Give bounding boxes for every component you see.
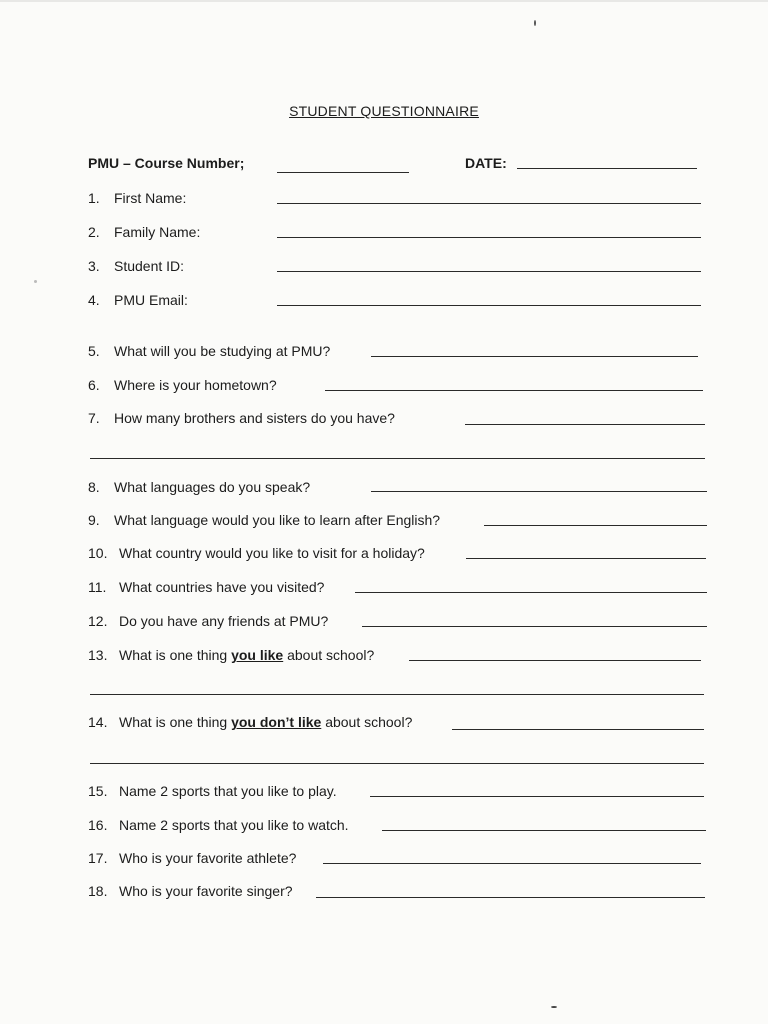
question-5 bbox=[88, 343, 330, 359]
answer-line-10[interactable] bbox=[466, 558, 706, 559]
emphasis-text: you don’t like bbox=[231, 714, 322, 730]
question-16 bbox=[88, 817, 349, 833]
question-10 bbox=[88, 545, 425, 561]
question-number: 17. bbox=[88, 850, 108, 866]
question-3 bbox=[88, 258, 184, 274]
answer-line-4[interactable] bbox=[277, 305, 701, 306]
question-text: What languages do you speak? bbox=[114, 479, 311, 495]
question-text: What is one thing bbox=[119, 714, 228, 730]
answer-line-11[interactable] bbox=[355, 592, 707, 593]
date-field[interactable] bbox=[517, 168, 697, 169]
page-title: STUDENT QUESTIONNAIRE bbox=[289, 103, 479, 119]
question-text: Name 2 sports that you like to watch. bbox=[119, 817, 349, 833]
question-text: How many brothers and sisters do you have? bbox=[114, 410, 395, 426]
answer-line-3[interactable] bbox=[277, 271, 701, 272]
question-number: 8. bbox=[88, 479, 100, 495]
question-number: 1. bbox=[88, 190, 100, 206]
course-number-label: PMU – Course Number; bbox=[88, 155, 245, 171]
question-text: Where is your hometown? bbox=[114, 377, 277, 393]
course-number-field[interactable] bbox=[277, 172, 409, 173]
question-number: 4. bbox=[88, 292, 100, 308]
question-6 bbox=[88, 377, 277, 393]
question-18 bbox=[88, 883, 293, 899]
question-text: What is one thing bbox=[119, 647, 228, 663]
answer-line-14[interactable] bbox=[452, 729, 704, 730]
answer-line-12[interactable] bbox=[362, 626, 707, 627]
date-label: DATE: bbox=[465, 155, 507, 171]
answer-line-5[interactable] bbox=[371, 356, 698, 357]
question-7 bbox=[88, 410, 395, 426]
question-text: First Name: bbox=[114, 190, 187, 206]
question-12 bbox=[88, 613, 328, 629]
question-2 bbox=[88, 224, 200, 240]
answer-line-13b[interactable] bbox=[90, 694, 704, 695]
answer-line-16[interactable] bbox=[382, 830, 706, 831]
question-number: 9. bbox=[88, 512, 100, 528]
answer-line-17[interactable] bbox=[323, 863, 701, 864]
answer-line-6[interactable] bbox=[325, 390, 703, 391]
question-number: 3. bbox=[88, 258, 100, 274]
question-text: about school? bbox=[287, 647, 375, 663]
scan-mark bbox=[551, 1006, 557, 1008]
question-text: Who is your favorite singer? bbox=[119, 883, 293, 899]
question-number: 18. bbox=[88, 883, 108, 899]
question-11 bbox=[88, 579, 324, 595]
question-number: 12. bbox=[88, 613, 108, 629]
question-text: Who is your favorite athlete? bbox=[119, 850, 297, 866]
answer-line-18[interactable] bbox=[316, 897, 705, 898]
question-text: about school? bbox=[325, 714, 413, 730]
question-number: 15. bbox=[88, 783, 108, 799]
question-number: 2. bbox=[88, 224, 100, 240]
answer-line-15[interactable] bbox=[370, 796, 704, 797]
answer-line-9[interactable] bbox=[484, 525, 707, 526]
question-text: What country would you like to visit for a holiday? bbox=[119, 545, 425, 561]
question-4 bbox=[88, 292, 188, 308]
question-13 bbox=[88, 647, 374, 663]
scan-mark bbox=[34, 280, 37, 283]
answer-line-8[interactable] bbox=[371, 491, 707, 492]
question-number: 7. bbox=[88, 410, 100, 426]
answer-line-7[interactable] bbox=[465, 424, 705, 425]
question-number: 10. bbox=[88, 545, 108, 561]
question-text: Name 2 sports that you like to play. bbox=[119, 783, 337, 799]
question-9 bbox=[88, 512, 440, 528]
question-number: 6. bbox=[88, 377, 100, 393]
answer-line-14b[interactable] bbox=[90, 763, 704, 764]
question-text: Student ID: bbox=[114, 258, 185, 274]
emphasis-text: you like bbox=[231, 647, 284, 663]
question-number: 11. bbox=[88, 579, 107, 595]
question-14 bbox=[88, 714, 412, 730]
question-number: 5. bbox=[88, 343, 100, 359]
question-text: PMU Email: bbox=[114, 292, 188, 308]
question-text: What countries have you visited? bbox=[119, 579, 325, 595]
question-15 bbox=[88, 783, 337, 799]
answer-line-1[interactable] bbox=[277, 203, 701, 204]
answer-line-13[interactable] bbox=[409, 660, 701, 661]
question-text: What language would you like to learn after English? bbox=[114, 512, 441, 528]
question-number: 13. bbox=[88, 647, 108, 663]
scan-edge bbox=[0, 0, 768, 2]
question-text: Do you have any friends at PMU? bbox=[119, 613, 329, 629]
question-number: 16. bbox=[88, 817, 108, 833]
answer-line-2[interactable] bbox=[277, 237, 701, 238]
question-number: 14. bbox=[88, 714, 108, 730]
question-1 bbox=[88, 190, 186, 206]
question-text: Family Name: bbox=[114, 224, 201, 240]
question-8 bbox=[88, 479, 310, 495]
question-text: What will you be studying at PMU? bbox=[114, 343, 331, 359]
answer-line-7b[interactable] bbox=[90, 458, 705, 459]
scan-mark bbox=[534, 20, 536, 26]
question-17 bbox=[88, 850, 296, 866]
